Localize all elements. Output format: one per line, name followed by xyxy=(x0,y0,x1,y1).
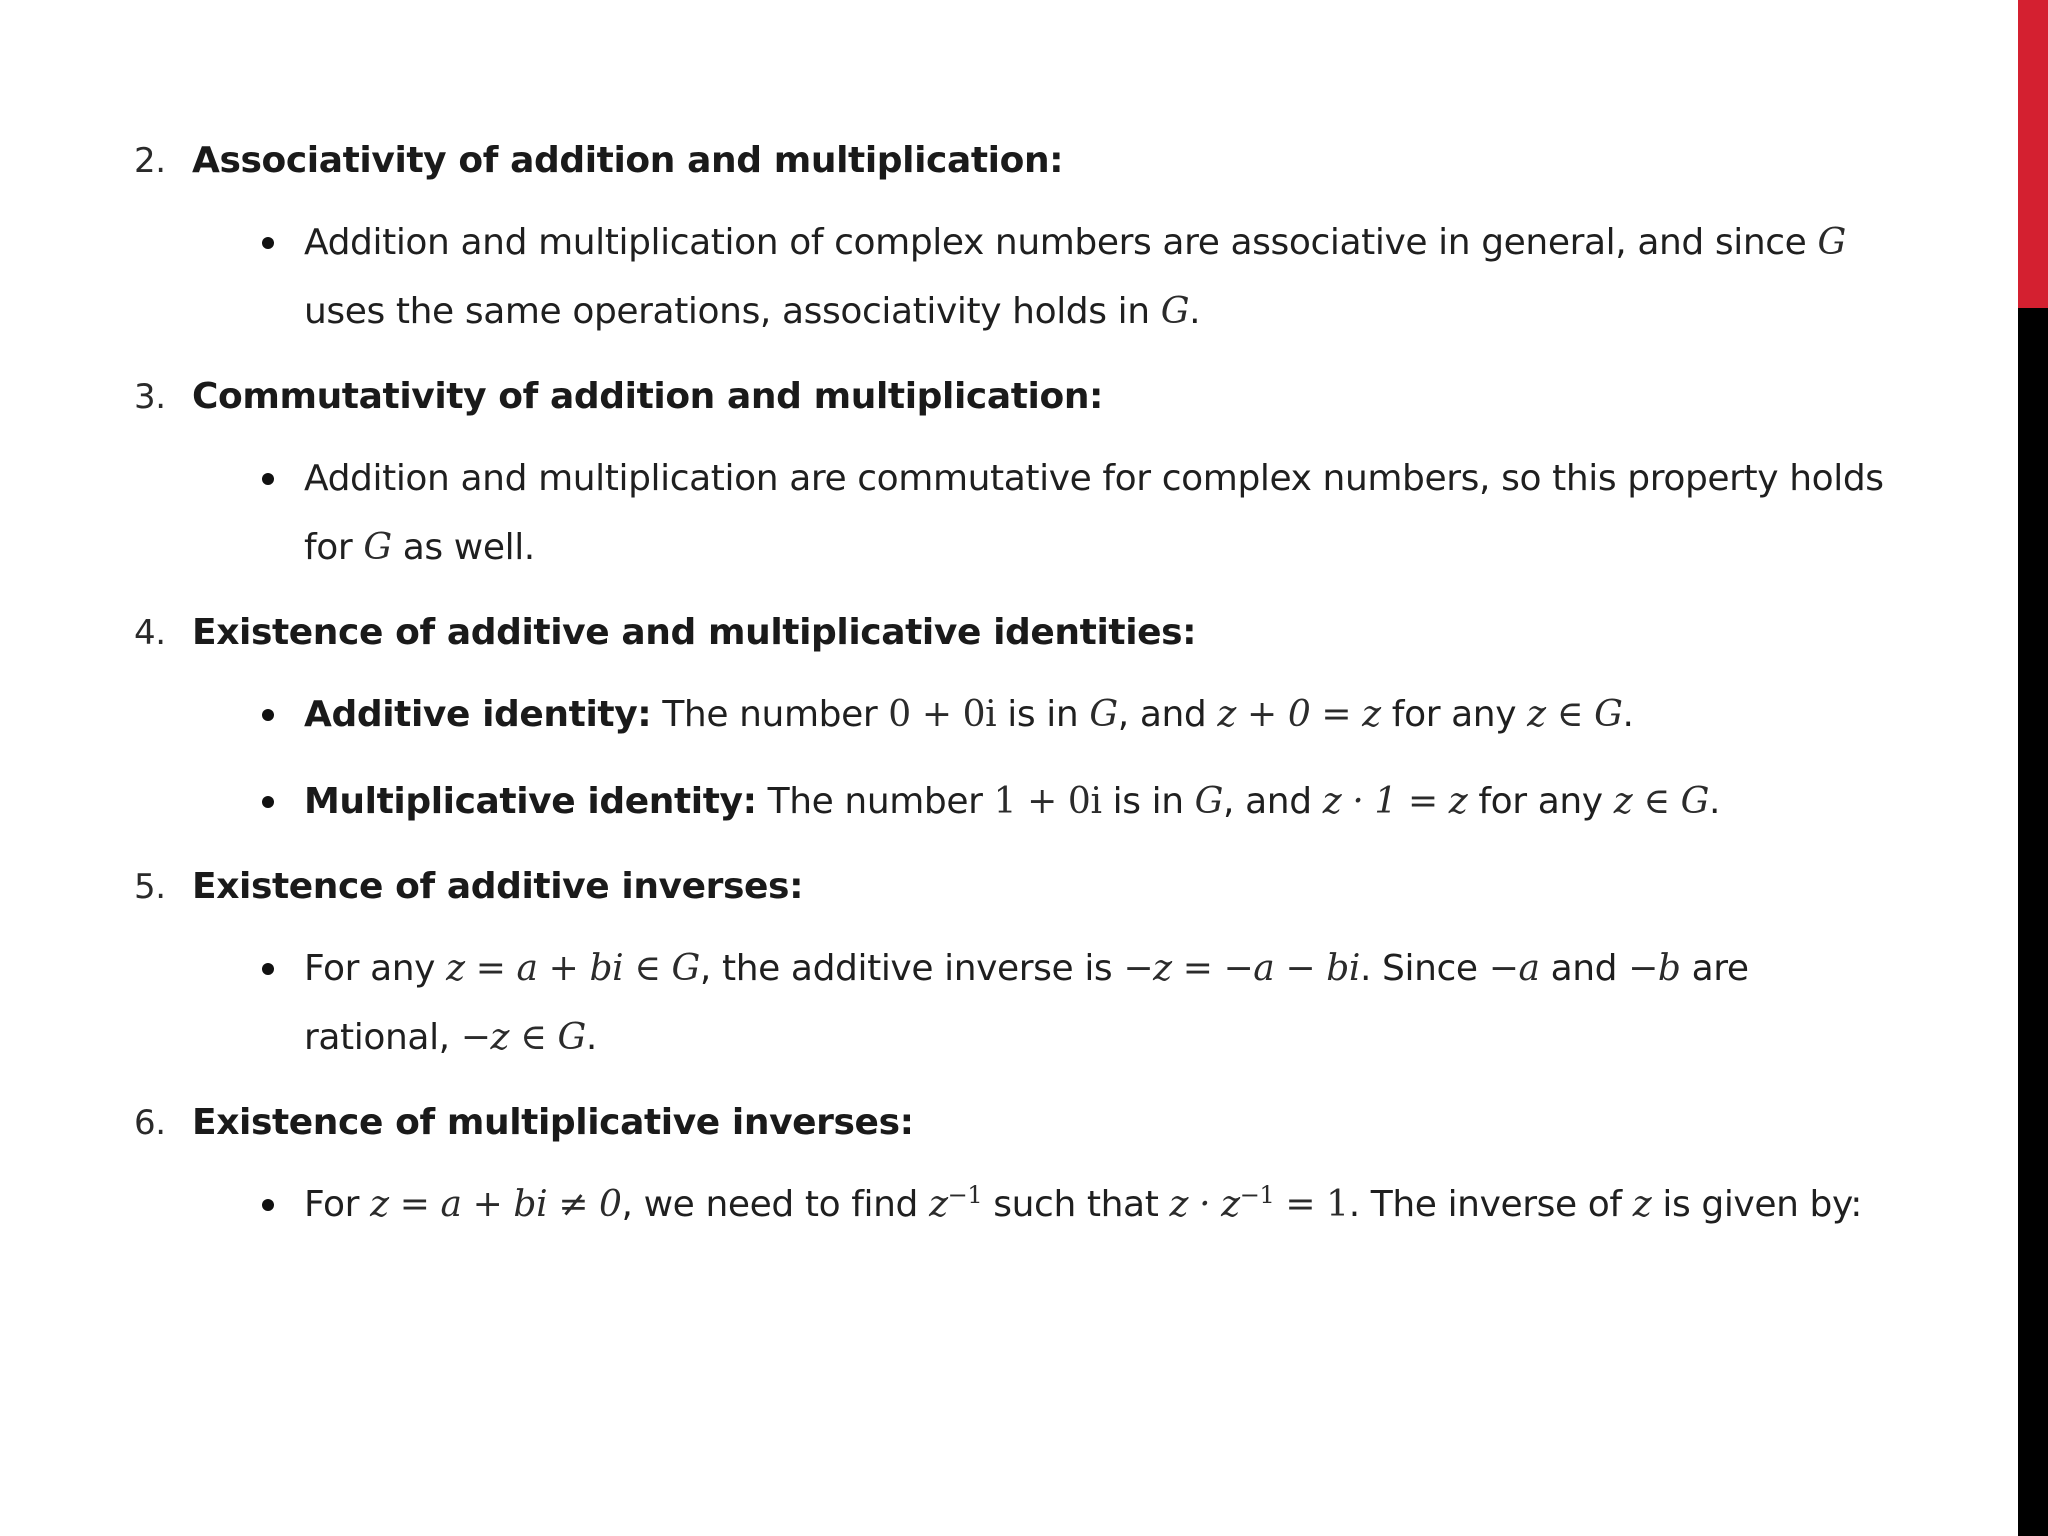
bullet-text: The number xyxy=(651,694,889,735)
math-symbol: G xyxy=(1817,222,1846,263)
bullet-associativity xyxy=(192,208,1894,346)
bullet-lead: Additive identity: xyxy=(304,694,652,735)
bullet-text: . Since xyxy=(1359,948,1489,989)
bullet-text: such that xyxy=(982,1184,1170,1225)
bullet-text: , we need to find xyxy=(621,1184,930,1225)
bullet-additive-inverse xyxy=(192,934,1894,1072)
list-item-commutativity xyxy=(134,364,1894,582)
list-number: 3. xyxy=(134,377,166,417)
bullet-text: . xyxy=(1189,291,1201,332)
math-symbol: G xyxy=(363,527,392,568)
section-heading: Existence of multiplicative inverses: xyxy=(192,1102,914,1143)
bullet-text: For xyxy=(304,1184,371,1225)
section-heading: Commutativity of addition and multiplication: xyxy=(192,376,1104,417)
bullet-additive-identity xyxy=(192,680,1894,749)
list-item-additive-inverses xyxy=(134,854,1894,1072)
bullet-text: . xyxy=(1622,694,1634,735)
slide-accent-bar xyxy=(2018,0,2048,308)
list-number: 4. xyxy=(134,613,166,653)
section-heading: Existence of additive inverses: xyxy=(192,866,804,907)
bullet-text: as well. xyxy=(391,527,535,568)
bullet-text: and xyxy=(1539,948,1629,989)
bullet-text: . xyxy=(1709,781,1721,822)
math-expression: z + 0 = z xyxy=(1217,694,1381,735)
math-superscript: −1 xyxy=(947,1181,983,1209)
math-superscript: −1 xyxy=(1239,1181,1275,1209)
bullet-text: , and xyxy=(1117,694,1218,735)
math-expression: z ∈ G xyxy=(1613,781,1710,822)
bullet-text: The number xyxy=(756,781,994,822)
slide-content xyxy=(134,128,1894,1257)
bullet-text: , the additive inverse is xyxy=(699,948,1124,989)
bullet-text: , and xyxy=(1223,781,1323,822)
slide-side-bar xyxy=(2018,0,2048,1536)
math-expression: −z ∈ G xyxy=(460,1017,586,1058)
bullet-text: uses the same operations, associativity holds in xyxy=(304,291,1161,332)
bullet-text: is given by: xyxy=(1651,1184,1863,1225)
list-item-identities xyxy=(134,600,1894,836)
bullet-text: . The inverse of xyxy=(1348,1184,1633,1225)
bullet-lead: Multiplicative identity: xyxy=(304,781,757,822)
math-symbol: G xyxy=(1160,291,1190,332)
list-item-multiplicative-inverses xyxy=(134,1090,1894,1239)
math-expression: −a xyxy=(1488,948,1540,989)
list-item-associativity xyxy=(134,128,1894,346)
bullet-text: for any xyxy=(1380,694,1528,735)
math-symbol: G xyxy=(1089,694,1118,735)
math-expression: z = a + bi ≠ 0 xyxy=(370,1184,622,1225)
bullet-text: Addition and multiplication of complex numbers are associative in general, and since xyxy=(304,222,1818,263)
bullet-text: Addition and multiplication are commutative for complex numbers, so this property holds for xyxy=(304,458,1884,568)
section-heading: Existence of additive and multiplicative identities: xyxy=(192,612,1197,653)
bullet-multiplicative-identity xyxy=(192,767,1894,836)
math-expression: 0 + 0i xyxy=(888,694,997,735)
bullet-multiplicative-inverse xyxy=(192,1170,1894,1239)
bullet-text: . xyxy=(585,1017,597,1058)
math-expression: 1 + 0i xyxy=(993,781,1102,822)
bullet-text: is in xyxy=(1101,781,1195,822)
bullet-text: For any xyxy=(304,948,447,989)
math-expression: z = a + bi ∈ G xyxy=(446,948,700,989)
math-expression: −z = −a − bi xyxy=(1123,948,1360,989)
math-expression: −b xyxy=(1628,948,1681,989)
math-expression: z ∈ G xyxy=(1527,694,1623,735)
list-number: 5. xyxy=(134,867,166,907)
section-heading: Associativity of addition and multiplication: xyxy=(192,140,1064,181)
list-number: 2. xyxy=(134,141,166,181)
bullet-text: are rational, xyxy=(304,948,1749,1058)
bullet-text: for any xyxy=(1467,781,1614,822)
math-symbol: z xyxy=(1632,1184,1652,1225)
math-expression: z · 1 = z xyxy=(1322,781,1468,822)
list-number: 6. xyxy=(134,1103,166,1143)
math-expression: = 1 xyxy=(1274,1184,1349,1225)
bullet-commutativity xyxy=(192,444,1894,582)
math-expression: z · z xyxy=(1169,1184,1240,1225)
math-expression: z xyxy=(929,1184,948,1225)
math-symbol: G xyxy=(1194,781,1224,822)
bullet-text: is in xyxy=(996,694,1090,735)
